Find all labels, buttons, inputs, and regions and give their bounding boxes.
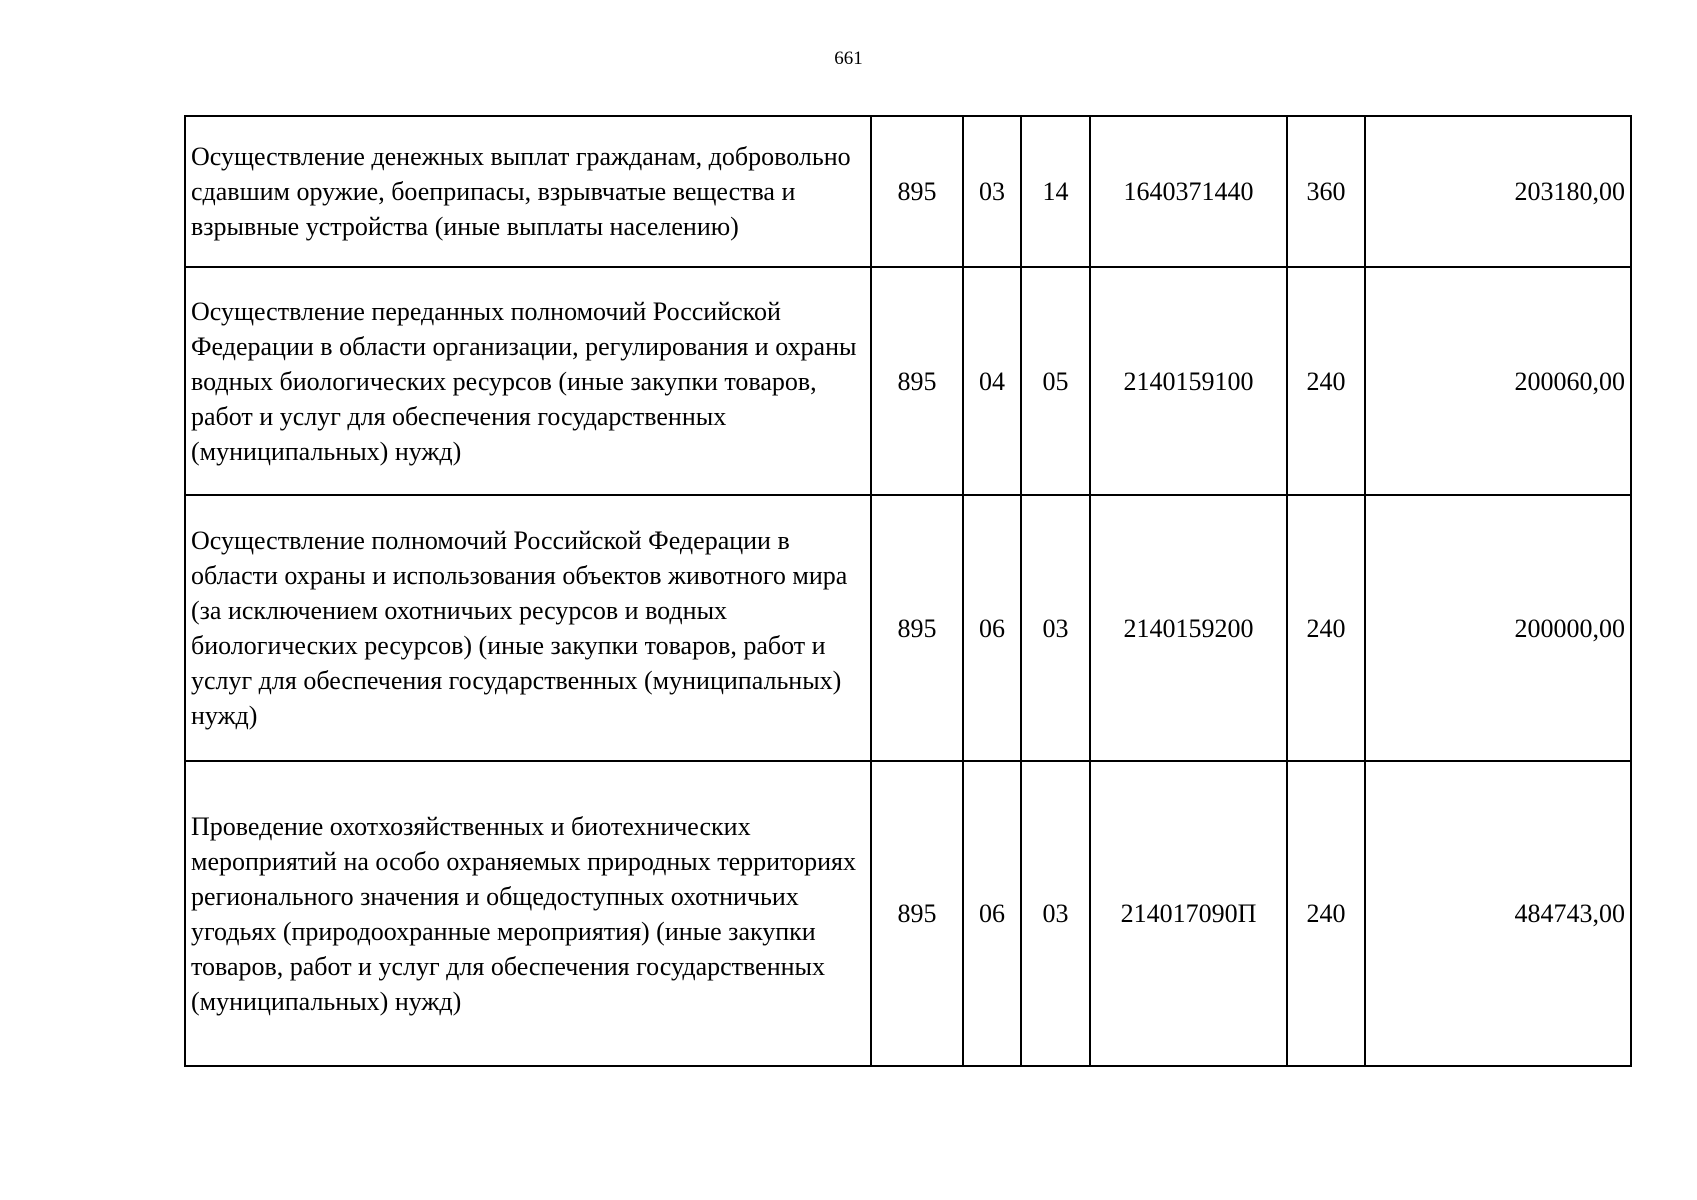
page-number: 661 [834,48,863,69]
row-description: Проведение охотхозяйственных и биотехнических мероприятий на особо охраняемых природных территориях регионального значения и общедоступных охотничьих угодьях (природоохранные мероприятия) (иные закупки товаров, работ и услуг для обеспечения государственных (муниципальных) нужд) [185,761,871,1066]
amount: 203180,00 [1365,116,1631,267]
row-description: Осуществление денежных выплат гражданам, добровольно сдавшим оружие, боеприпасы, взрывчатые вещества и взрывные устройства (иные выплаты населению) [185,116,871,267]
ministry-code: 895 [871,761,963,1066]
expense-type-code: 360 [1287,116,1365,267]
section-code: 06 [963,495,1021,761]
expense-type-code: 240 [1287,495,1365,761]
section-code: 06 [963,761,1021,1066]
amount: 200060,00 [1365,267,1631,495]
ministry-code: 895 [871,116,963,267]
target-article-code: 214017090П [1090,761,1287,1066]
section-code: 03 [963,116,1021,267]
subsection-code: 14 [1021,116,1090,267]
expense-type-code: 240 [1287,761,1365,1066]
target-article-code: 1640371440 [1090,116,1287,267]
ministry-code: 895 [871,495,963,761]
table-row [185,116,1631,267]
table-row [185,495,1631,761]
ministry-code: 895 [871,267,963,495]
subsection-code: 05 [1021,267,1090,495]
expense-type-code: 240 [1287,267,1365,495]
section-code: 04 [963,267,1021,495]
subsection-code: 03 [1021,761,1090,1066]
row-description: Осуществление переданных полномочий Российской Федерации в области организации, регулирования и охраны водных биологических ресурсов (иные закупки товаров, работ и услуг для обеспечения государственных (муниципальных) нужд) [185,267,871,495]
table-row [185,761,1631,1066]
subsection-code: 03 [1021,495,1090,761]
target-article-code: 2140159200 [1090,495,1287,761]
amount: 200000,00 [1365,495,1631,761]
target-article-code: 2140159100 [1090,267,1287,495]
budget-table [184,115,1632,1067]
amount: 484743,00 [1365,761,1631,1066]
row-description: Осуществление полномочий Российской Федерации в области охраны и использования объектов животного мира (за исключением охотничьих ресурсов и водных биологических ресурсов) (иные закупки товаров, работ и услуг для обеспечения государственных (муниципальных) нужд) [185,495,871,761]
table-row [185,267,1631,495]
